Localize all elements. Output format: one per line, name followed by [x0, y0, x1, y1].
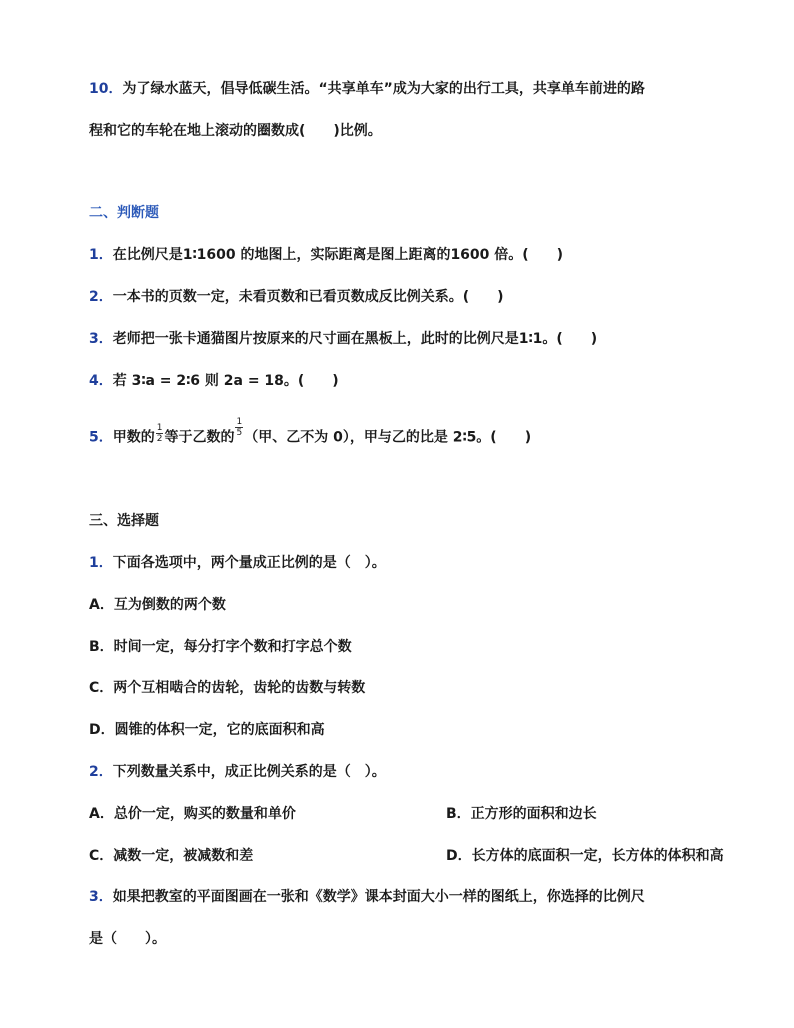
question-text: 程和它的车轮在地上滚动的圈数成( )比例。 [89, 123, 382, 139]
judgment-item-4 [89, 371, 754, 391]
option-d: D．长方体的底面积一定，长方体的体积和高 [446, 848, 724, 864]
question-number: 3． [89, 331, 113, 347]
section-heading-judgment: 二、判断题 [89, 205, 159, 221]
question-number: 1． [89, 555, 113, 571]
option-c: C．减数一定，被减数和差 [89, 848, 254, 864]
option-b: B．时间一定，每分打字个数和打字总个数 [89, 639, 352, 655]
question-text: 是（ ）。 [89, 931, 166, 947]
fraction-one-fifth [235, 417, 243, 438]
options-row-ab [89, 804, 754, 824]
fraction-one-half [156, 423, 164, 444]
question-text: 下列数量关系中，成正比例关系的是（ ）。 [112, 764, 386, 780]
question-text: 下面各选项中，两个量成正比例的是（ ）。 [112, 555, 386, 571]
options-row-cd [89, 846, 754, 866]
question-10-line-2 [89, 121, 754, 141]
section-heading-choice: 三、选择题 [89, 513, 159, 529]
judgment-item-1 [89, 245, 754, 265]
option-a: A．互为倒数的两个数 [89, 597, 226, 613]
question-number: 10． [89, 81, 123, 97]
fraction-numerator: 1 [156, 423, 163, 433]
question-text-prefix: 甲数的 [112, 429, 155, 446]
question-text: 老师把一张卡通猫图片按原来的尺寸画在黑板上，此时的比例尺是1∶1。( ) [112, 331, 598, 347]
option-b: B．正方形的面积和边长 [446, 806, 597, 822]
question-number: 5． [89, 429, 113, 446]
question-number: 2． [89, 764, 113, 780]
question-number: 4． [89, 373, 113, 389]
choice-question-3-line-1 [89, 887, 754, 907]
fraction-denominator: 5 [236, 428, 243, 438]
choice-question-1 [89, 553, 754, 573]
judgment-item-5 [89, 417, 754, 448]
question-text: 一本书的页数一定，未看页数和已看页数成反比例关系。( ) [112, 289, 504, 305]
question-text: 若 3∶a = 2∶6 则 2a = 18。( ) [112, 373, 339, 389]
option-a: A．总价一定，购买的数量和单价 [89, 806, 296, 822]
judgment-item-2 [89, 287, 754, 307]
question-10-line-1 [89, 79, 754, 99]
question-text-middle: 等于乙数的 [164, 429, 235, 446]
option-d: D．圆锥的体积一定，它的底面积和高 [89, 722, 325, 738]
question-number: 2． [89, 289, 113, 305]
question-number: 3． [89, 889, 113, 905]
option-c: C．两个互相啮合的齿轮，齿轮的齿数与转数 [89, 680, 366, 696]
fraction-numerator: 1 [236, 417, 243, 427]
choice-question-2 [89, 762, 754, 782]
fraction-denominator: 2 [156, 434, 163, 444]
judgment-item-3 [89, 329, 754, 349]
question-text-suffix: （甲、乙不为 0），甲与乙的比是 2∶5。( ) [244, 429, 532, 446]
question-text: 如果把教室的平面图画在一张和《数学》课本封面大小一样的图纸上，你选择的比例尺 [112, 889, 645, 905]
question-number: 1． [89, 247, 113, 263]
question-text: 为了绿水蓝天，倡导低碳生活。“共享单车”成为大家的出行工具，共享单车前进的路 [122, 81, 645, 97]
question-text: 在比例尺是1∶1600 的地图上，实际距离是图上距离的1600 倍。( ) [112, 247, 564, 263]
choice-question-3-line-2 [89, 929, 754, 949]
